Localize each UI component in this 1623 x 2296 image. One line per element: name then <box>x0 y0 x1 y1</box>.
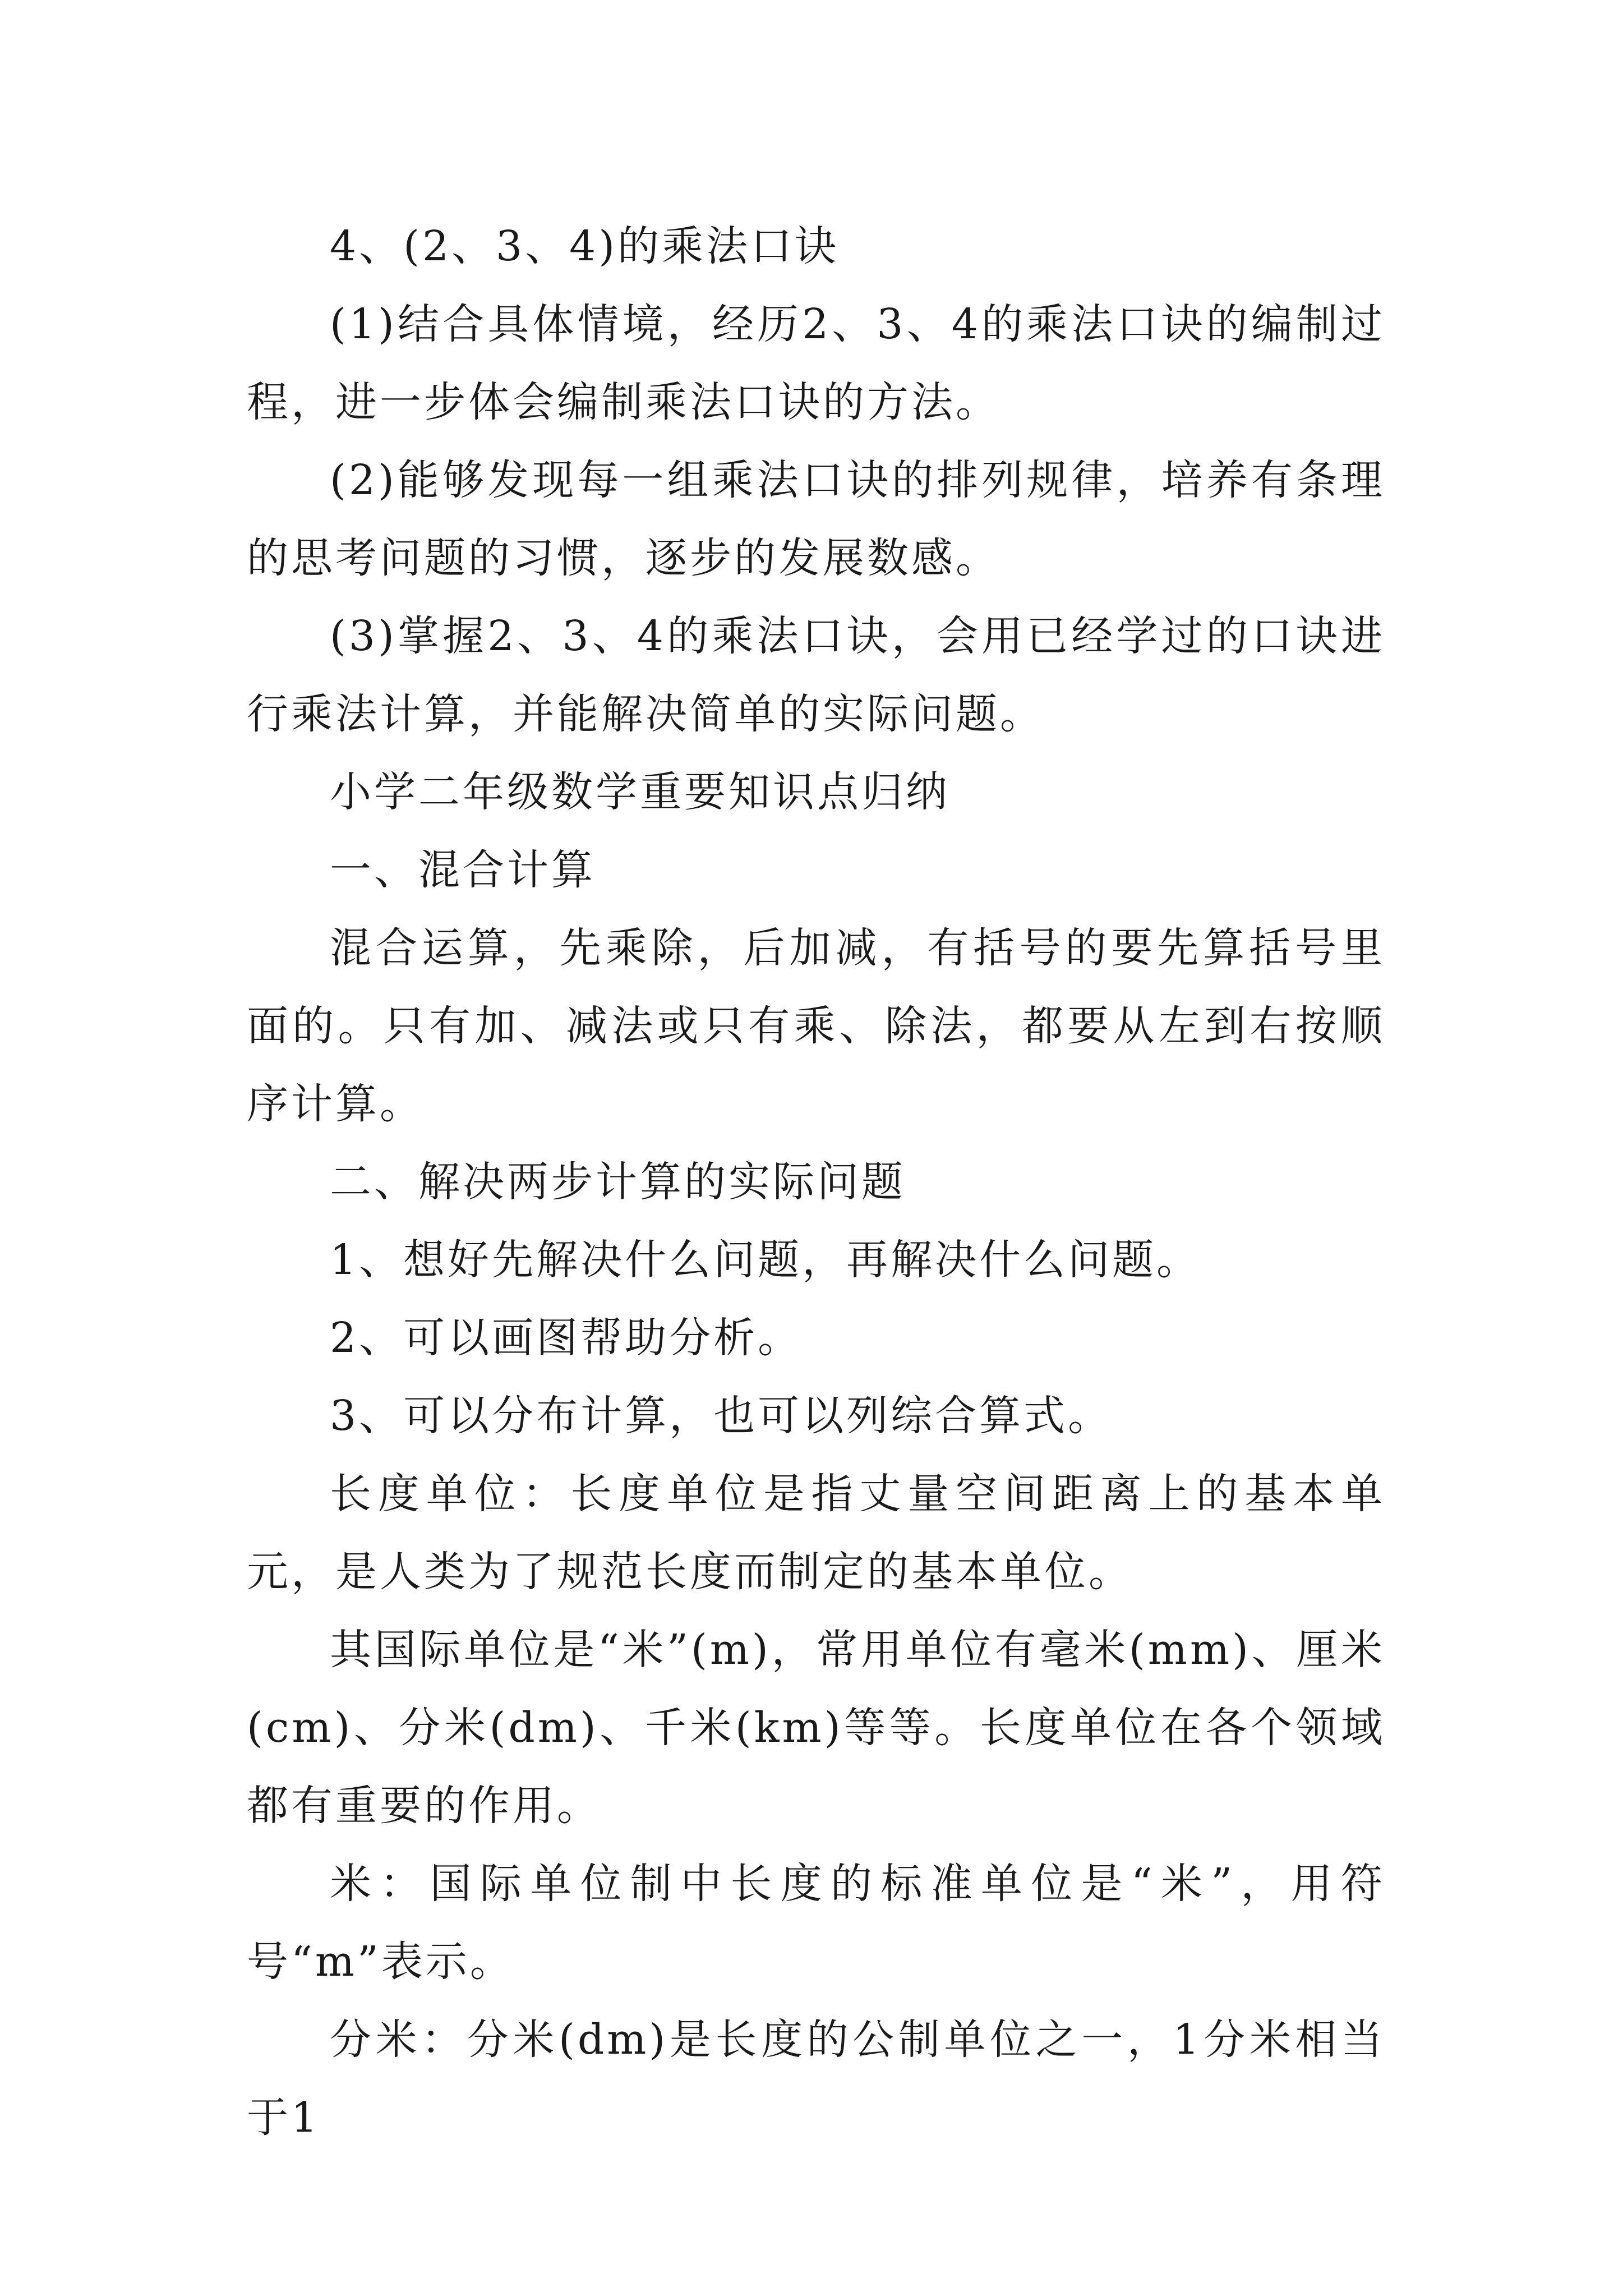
list-item-two-step-2: 2、可以画图帮助分析。 <box>330 1314 803 1362</box>
list-item-two-step-1: 1、想好先解决什么问题，再解决什么问题。 <box>330 1236 1201 1284</box>
paragraph-length-unit-international: 其国际单位是“米”(m)，常用单位有毫米(mm)、厘米(cm)、分米(dm)、千米(km)等等。长度单位在各个领域都有重要的作用。 <box>247 1626 1385 1830</box>
section-heading-multiplication-rhymes: 4、(2、3、4)的乘法口诀 <box>330 222 840 270</box>
paragraph-meter: 米：国际单位制中长度的标准单位是“米”，用符号“m”表示。 <box>247 1860 1385 1986</box>
document-body <box>247 208 1385 2157</box>
list-item-two-step-3: 3、可以分布计算，也可以列综合算式。 <box>330 1392 1113 1440</box>
section-heading-knowledge-summary: 小学二年级数学重要知识点归纳 <box>330 768 950 816</box>
section-heading-mixed-calculation: 一、混合计算 <box>330 846 596 894</box>
paragraph-mixed-calculation: 混合运算，先乘除，后加减，有括号的要先算括号里面的。只有加、减法或只有乘、除法，都要从左到右按顺序计算。 <box>247 924 1385 1128</box>
paragraph-length-unit-definition: 长度单位：长度单位是指丈量空间距离上的基本单元，是人类为了规范长度而制定的基本单位。 <box>247 1470 1385 1596</box>
paragraph-decimeter: 分米：分米(dm)是长度的公制单位之一，1分米相当于1 <box>247 2016 1385 2142</box>
section-heading-two-step-problems: 二、解决两步计算的实际问题 <box>330 1158 906 1206</box>
paragraph-goal-2: (2)能够发现每一组乘法口诀的排列规律，培养有条理的思考问题的习惯，逐步的发展数感。 <box>247 456 1385 582</box>
paragraph-goal-3: (3)掌握2、3、4的乘法口诀，会用已经学过的口诀进行乘法计算，并能解决简单的实际问题。 <box>247 612 1385 738</box>
paragraph-goal-1: (1)结合具体情境，经历2、3、4的乘法口诀的编制过程，进一步体会编制乘法口诀的方法。 <box>247 300 1385 426</box>
